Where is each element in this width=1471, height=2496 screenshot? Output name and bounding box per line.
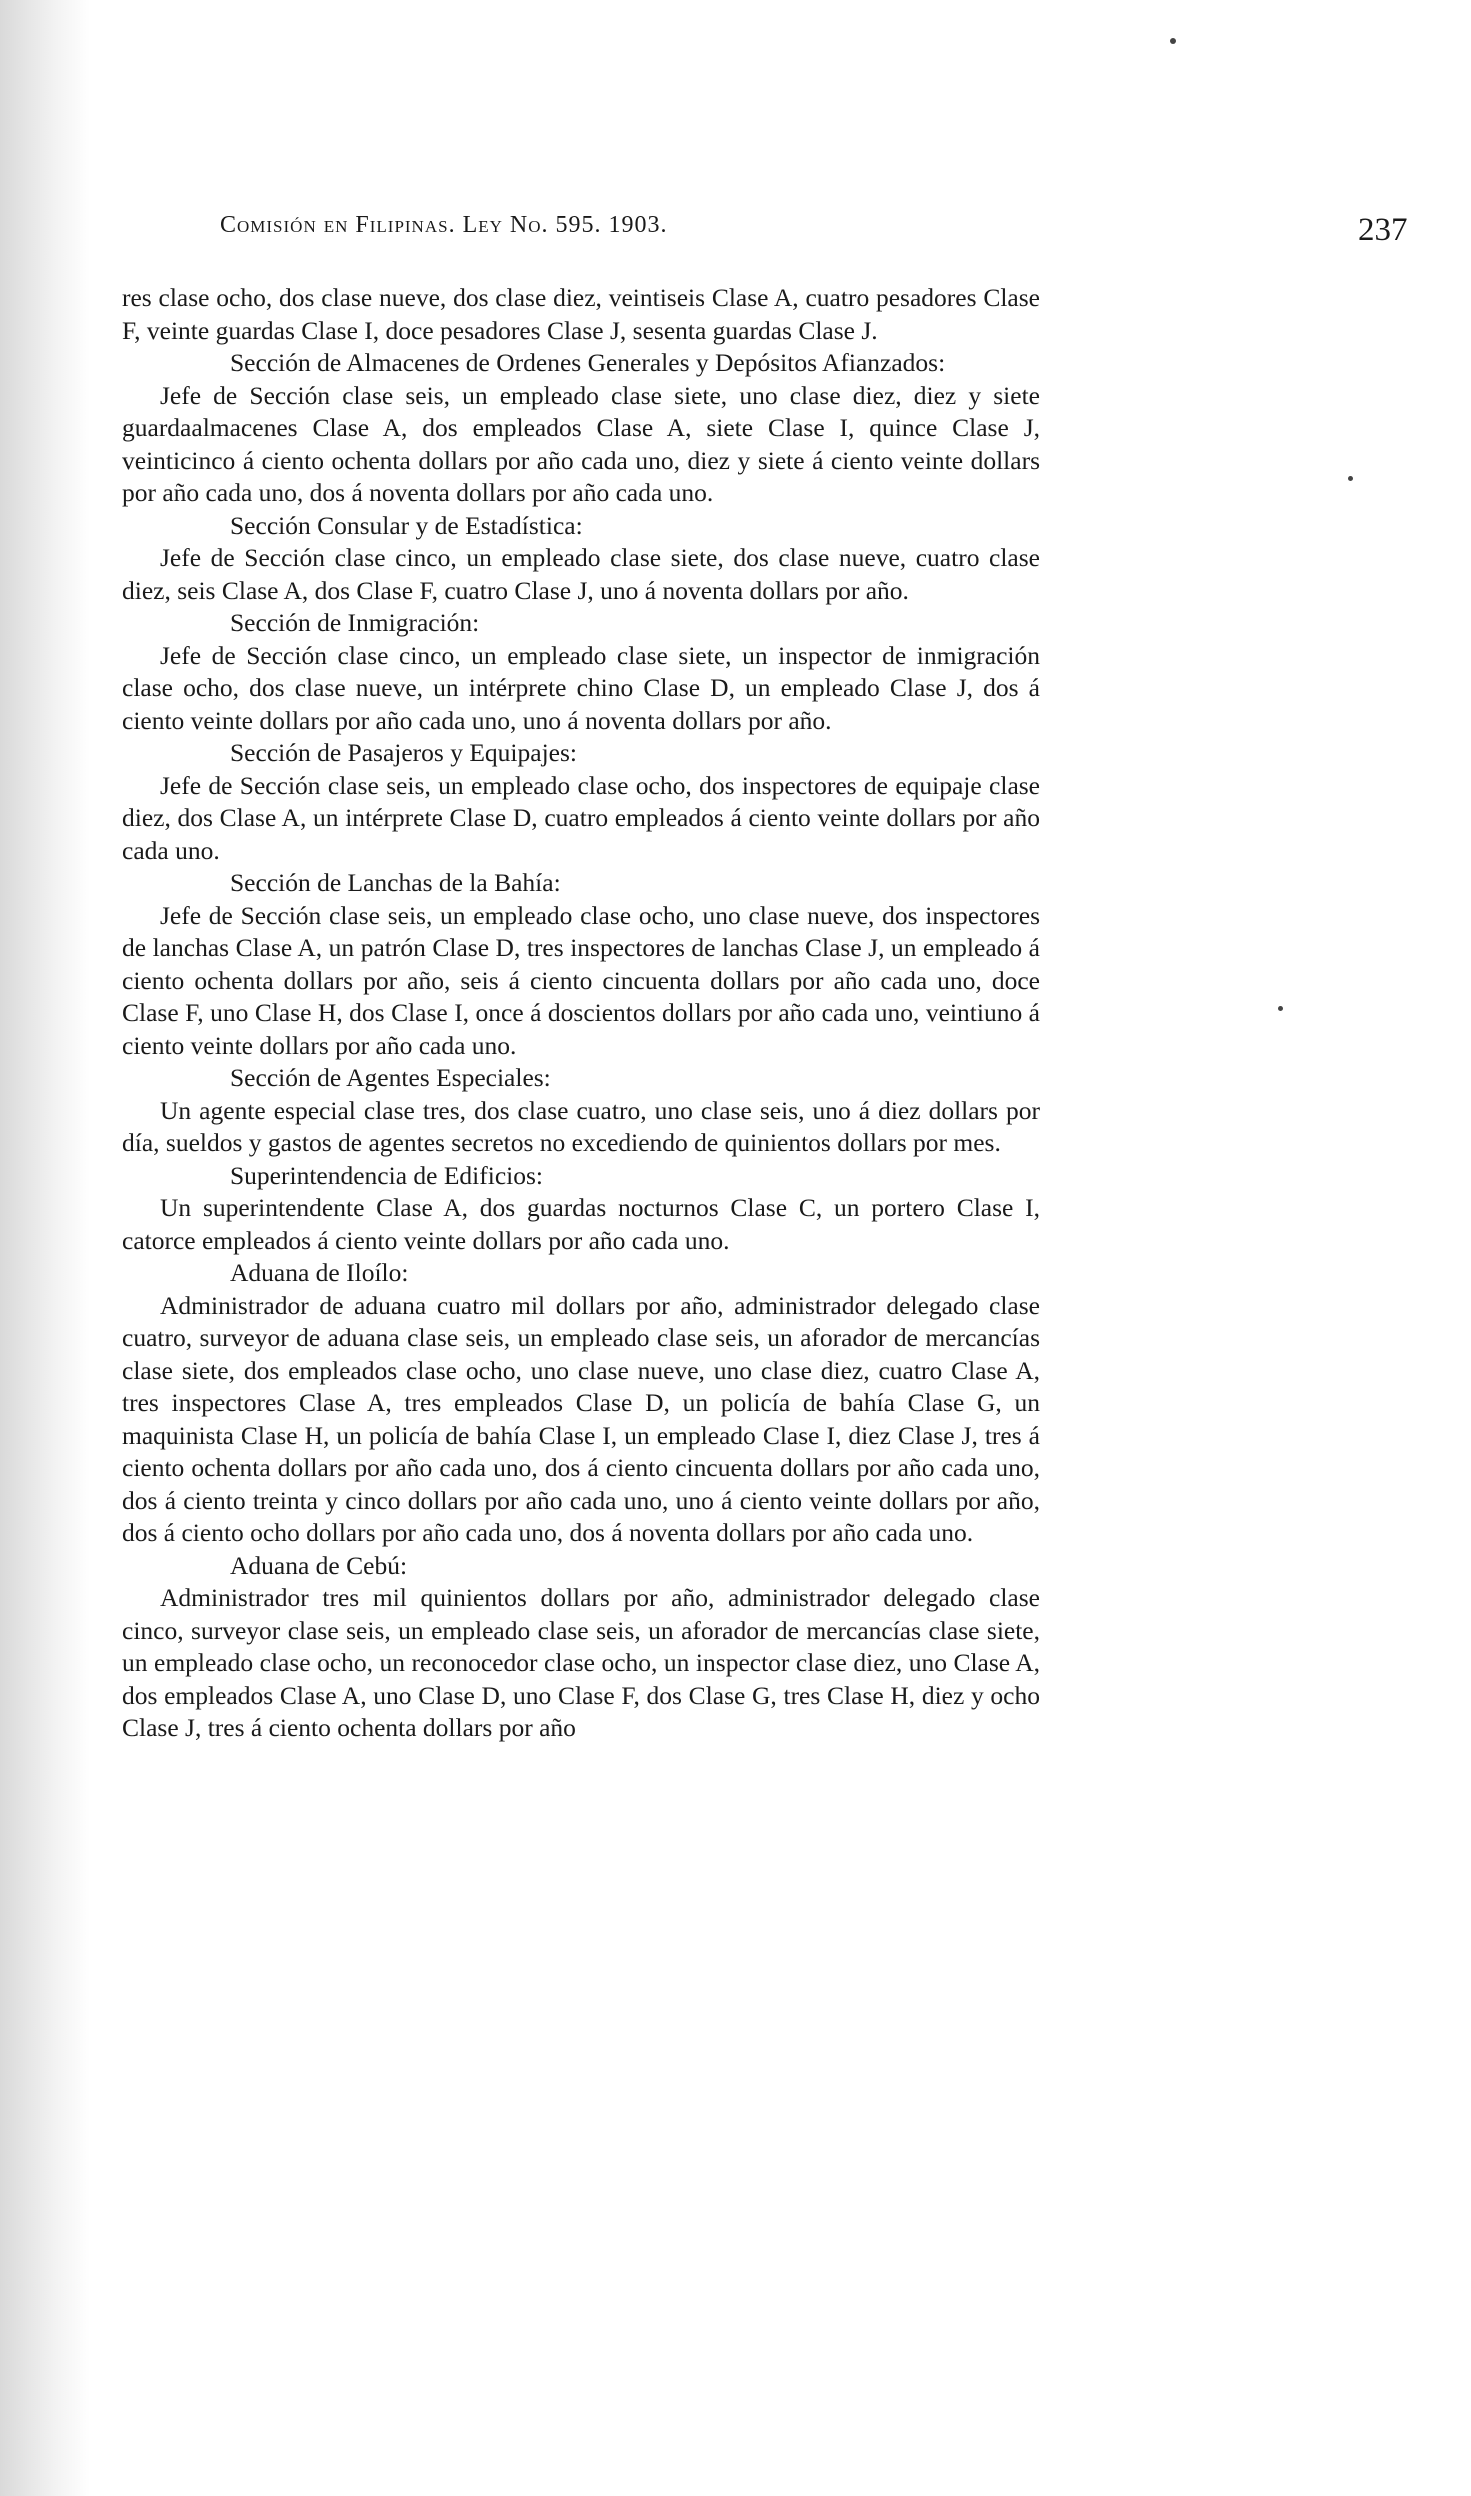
section-heading: Sección de Almacenes de Ordenes Generales y Depósitos Afianzados:: [230, 348, 946, 377]
body-paragraph: Administrador de aduana cuatro mil dollars por año, administrador delegado clase cuatro, surveyor de aduana clase seis, un empleado clase seis, un aforador de mercancías clase siete, dos empleados clase ocho, uno clase nueve, uno clase diez, cuatro Clase A, tres inspectores Clase A, tres empleados Clase D, un policía de bahía Clase G, un maquinista Clase H, un policía de bahía Clase I, un empleado Clase I, diez Clase J, tres á ciento ochenta dollars por año cada uno, dos á ciento cincuenta dollars por año cada uno, dos á ciento treinta y cinco dollars por año cada uno, uno á ciento veinte dollars por año, dos á ciento ocho dollars por año cada uno, dos á noventa dollars por año cada uno.: [122, 1290, 1040, 1547]
body-paragraph: Un agente especial clase tres, dos clase cuatro, uno clase seis, uno á diez dollars por día, sueldos y gastos de agentes secretos no excediendo de quinientos dollars por mes.: [122, 1095, 1040, 1157]
body-paragraph: Administrador tres mil quinientos dollars por año, administrador delegado clase cinco, surveyor clase seis, un empleado clase seis, un aforador de mercancías clase siete, un empleado clase ocho, un reconocedor clase ocho, un inspector clase diez, uno Clase A, dos empleados Clase A, uno Clase D, uno Clase F, dos Clase G, tres Clase H, diez y ocho Clase J, tres á ciento ochenta dollars por año: [122, 1583, 1040, 1742]
body-paragraph: Jefe de Sección clase cinco, un empleado clase siete, dos clase nueve, cuatro clase diez, seis Clase A, dos Clase F, cuatro Clase J, uno á noventa dollars por año.: [122, 543, 1040, 605]
running-header: [220, 212, 1420, 272]
scan-speck: [1170, 38, 1176, 44]
section-heading: Sección Consular y de Estadística:: [230, 510, 583, 540]
scan-edge-shadow: [0, 0, 90, 2496]
body-paragraph: res clase ocho, dos clase nueve, dos clase diez, veintiseis Clase A, cuatro pesadores Clase F, veinte guardas Clase I, doce pesadores Clase J, sesenta guardas Clase J.: [122, 283, 1040, 345]
header-title: Comisión en Filipinas. Ley No. 595. 1903.: [220, 212, 668, 238]
page-body: [122, 282, 1040, 1745]
scan-speck: [1348, 476, 1353, 481]
body-paragraph: Jefe de Sección clase cinco, un empleado clase siete, un inspector de inmigración clase ocho, dos clase nueve, un intérprete chino Clase D, un empleado Clase J, dos á ciento veinte dollars por año cada uno, uno á noventa dollars por año.: [122, 640, 1040, 735]
body-paragraph: Jefe de Sección clase seis, un empleado clase ocho, uno clase nueve, dos inspectores de lanchas Clase A, un patrón Clase D, tres inspectores de lanchas Clase J, un empleado á ciento ochenta dollars por año, seis á ciento cincuenta dollars por año cada uno, doce Clase F, uno Clase H, dos Clase I, once á doscientos dollars por año cada uno, veintiuno á ciento veinte dollars por año cada uno.: [122, 900, 1040, 1060]
section-heading: Superintendencia de Edificios:: [230, 1160, 543, 1190]
section-heading: Sección de Inmigración:: [230, 608, 480, 637]
body-paragraph: Jefe de Sección clase seis, un empleado clase siete, uno clase diez, diez y siete guardaalmacenes Clase A, dos empleados Clase A, siete Clase I, quince Clase J, veinticinco á ciento ochenta dollars por año cada uno, diez y siete á ciento veinte dollars por año cada uno, dos á noventa dollars por año cada uno.: [122, 380, 1040, 507]
page-number: 237: [1358, 212, 1408, 248]
body-paragraph: Jefe de Sección clase seis, un empleado clase ocho, dos inspectores de equipaje clase diez, dos Clase A, un intérprete Clase D, cuatro empleados á ciento veinte dollars por año cada uno.: [122, 770, 1040, 865]
section-heading: Sección de Lanchas de la Bahía:: [230, 868, 561, 897]
section-heading: Aduana de Iloílo:: [230, 1258, 409, 1287]
section-heading: Sección de Pasajeros y Equipajes:: [230, 738, 577, 767]
scan-speck: [1278, 1006, 1283, 1011]
body-paragraph: Un superintendente Clase A, dos guardas nocturnos Clase C, un portero Clase I, catorce empleados á ciento veinte dollars por año cada uno.: [122, 1193, 1040, 1255]
section-heading: Aduana de Cebú:: [230, 1550, 408, 1580]
section-heading: Sección de Agentes Especiales:: [230, 1063, 551, 1092]
